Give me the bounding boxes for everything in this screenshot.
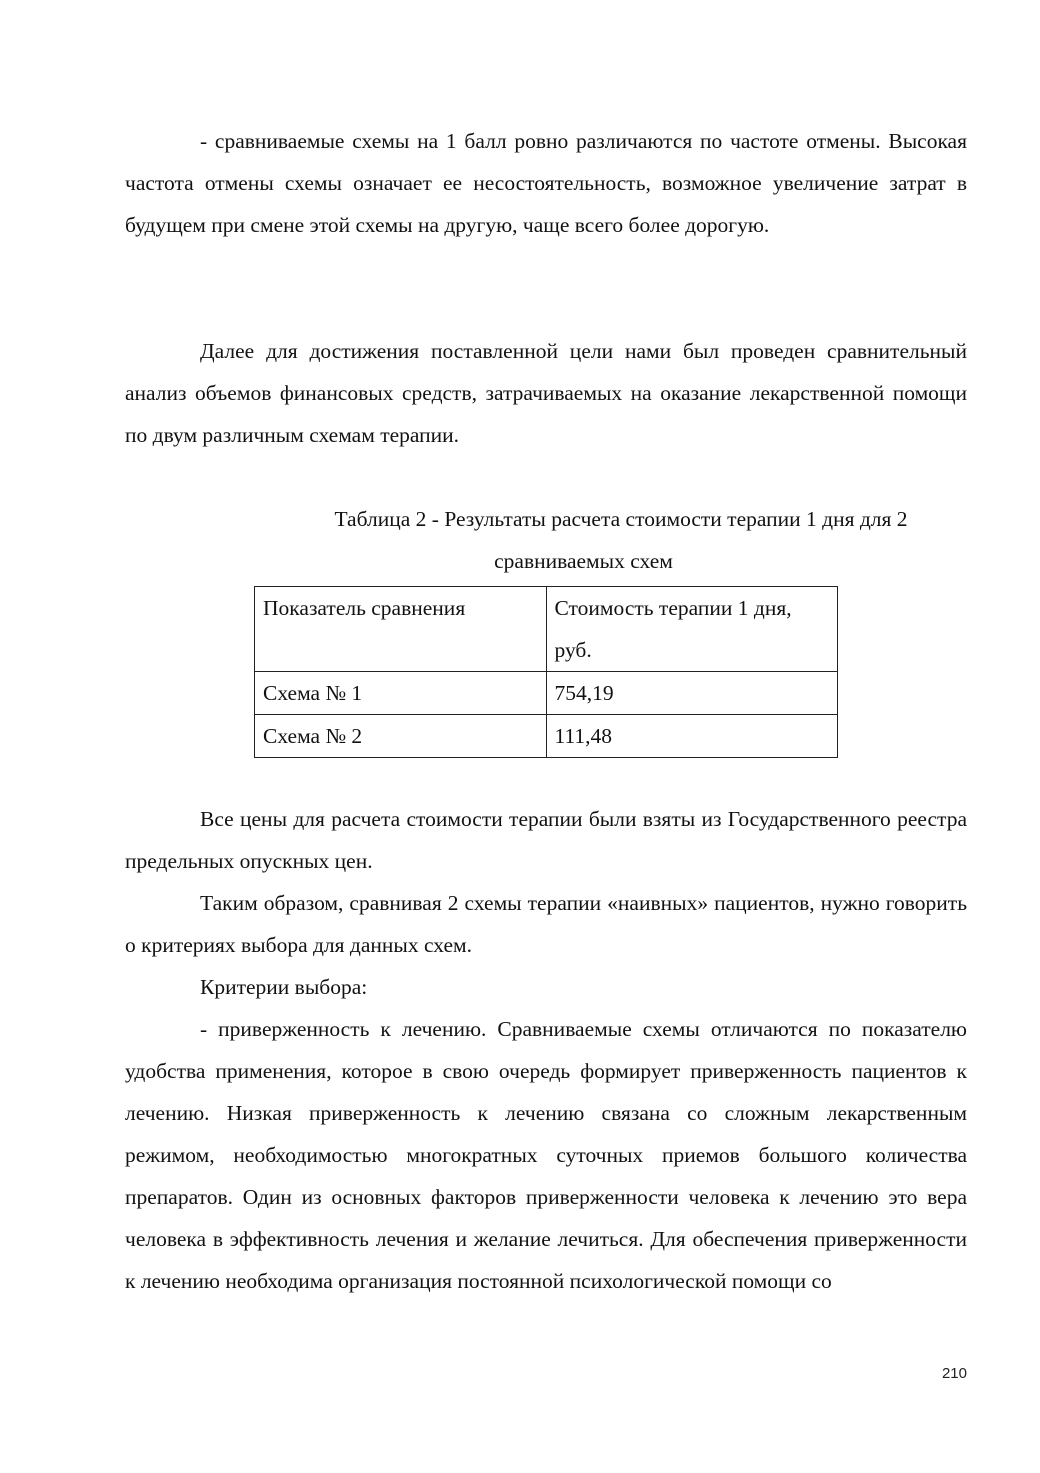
table-row: [255, 672, 838, 715]
table-cell-scheme: Схема № 2: [255, 715, 547, 758]
paragraph-comparative-analysis: Далее для достижения поставленной цели нами был проведен сравнительный анализ объемов финансовых средств, затрачиваемых на оказание лекарственной помощи по двум различным схемам терапии.: [125, 339, 967, 447]
table-header-row: [255, 587, 838, 672]
therapy-cost-table: [254, 586, 838, 758]
paragraph-cancellation-frequency: - сравниваемые схемы на 1 балл ровно различаются по частоте отмены. Высокая частота отмены схемы означает ее несостоятельность, возможное увеличение затрат в будущем при смене этой схемы на другую, чаще всего более дорогую.: [125, 129, 967, 237]
paragraph-prices-source: Все цены для расчета стоимости терапии были взяты из Государственного реестра предельных опускных цен.: [125, 807, 967, 873]
table-header-indicator: Показатель сравнения: [255, 587, 547, 672]
paragraph-adherence: - приверженность к лечению. Сравниваемые схемы отличаются по показателю удобства применения, которое в свою очередь формирует приверженность пациентов к лечению. Низкая приверженность к лечению связана со сложным лекарственным режимом, необходимостью многократных суточных приемов большого количества препаратов. Один из основных факторов приверженности человека к лечению это вера человека в эффективность лечения и желание лечиться. Для обеспечения приверженности к лечению необходима организация постоянной психологической помощи со: [125, 1017, 967, 1293]
paragraph-selection-criteria-intro: Таким образом, сравнивая 2 схемы терапии «наивных» пациентов, нужно говорить о критериях выбора для данных схем.: [125, 891, 967, 957]
table-header-cost: Стоимость терапии 1 дня, руб.: [546, 587, 838, 672]
table-caption-line2: сравниваемых схем: [494, 549, 673, 573]
table-cell-cost: 111,48: [546, 715, 838, 758]
table-caption: [125, 498, 967, 582]
table-row: [255, 715, 838, 758]
table-cell-scheme: Схема № 1: [255, 672, 547, 715]
page-number: 210: [941, 1365, 967, 1382]
table-cell-cost: 754,19: [546, 672, 838, 715]
paragraph-selection-criteria-heading: Критерии выбора:: [200, 975, 368, 999]
table-caption-line1: Таблица 2 - Результаты расчета стоимости терапии 1 дня для 2: [334, 507, 908, 531]
